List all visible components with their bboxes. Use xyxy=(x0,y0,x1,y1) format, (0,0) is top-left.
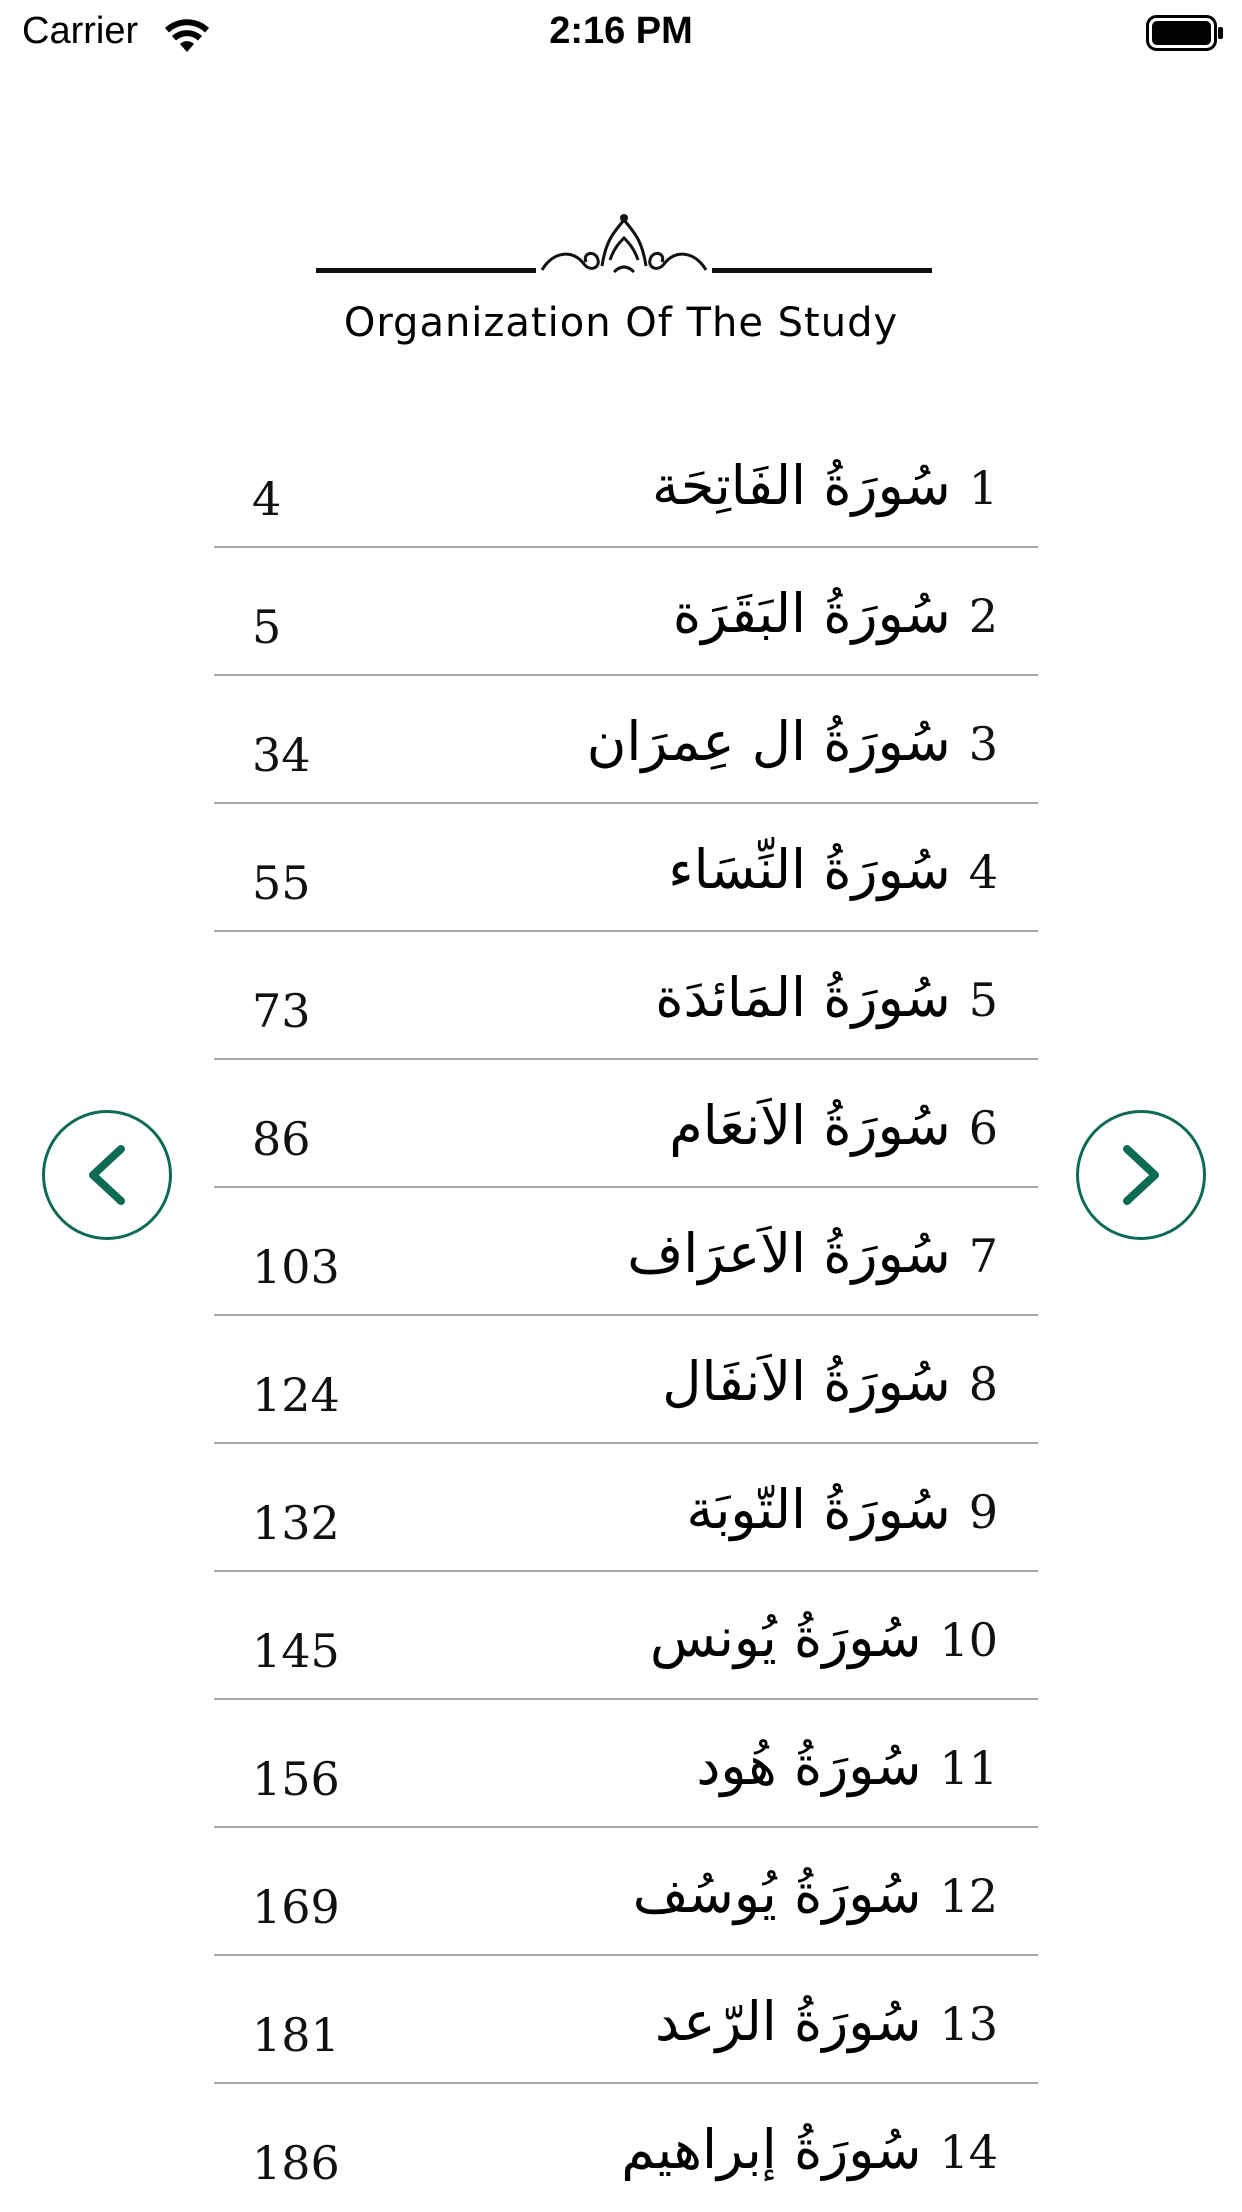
surah-label xyxy=(673,582,998,645)
surah-page-number: 4 xyxy=(252,472,282,526)
surah-index: 13 xyxy=(939,1997,998,2051)
surah-page-number: 5 xyxy=(252,600,282,654)
carrier-label: Carrier xyxy=(22,10,139,52)
surah-label xyxy=(652,454,998,517)
surah-row[interactable] xyxy=(214,1188,1038,1316)
surah-page-number: 103 xyxy=(252,1240,340,1294)
surah-name: سُورَةُ الاَنفَال xyxy=(662,1350,951,1413)
surah-page-number: 169 xyxy=(252,1880,340,1934)
surah-row[interactable] xyxy=(214,804,1038,932)
surah-page-number: 156 xyxy=(252,1752,340,1806)
surah-page-number: 145 xyxy=(252,1624,340,1678)
surah-row[interactable] xyxy=(214,1444,1038,1572)
surah-label xyxy=(627,1222,998,1285)
surah-name: سُورَةُ النِّسَاء xyxy=(668,838,951,901)
surah-label xyxy=(669,1094,998,1157)
surah-label xyxy=(662,1350,998,1413)
surah-row[interactable] xyxy=(214,932,1038,1060)
surah-label xyxy=(633,1862,998,1925)
surah-row[interactable] xyxy=(214,1956,1038,2084)
surah-page-number: 55 xyxy=(252,856,311,910)
surah-index: 9 xyxy=(968,1485,998,1539)
surah-row[interactable] xyxy=(214,1828,1038,1956)
surah-index: 5 xyxy=(968,973,998,1027)
status-bar xyxy=(0,0,1242,66)
surah-name: سُورَةُ الاَعرَاف xyxy=(627,1222,951,1285)
chevron-right-icon xyxy=(1115,1143,1167,1207)
chevron-left-icon xyxy=(81,1143,133,1207)
surah-name: سُورَةُ يُوسُف xyxy=(632,1862,922,1925)
surah-name: سُورَةُ ال عِمرَان xyxy=(586,710,951,773)
surah-page-number: 124 xyxy=(252,1368,340,1422)
surah-row[interactable] xyxy=(214,1700,1038,1828)
surah-name: سُورَةُ المَائدَة xyxy=(655,966,951,1029)
previous-page-button[interactable] xyxy=(42,1110,172,1240)
surah-page-number: 73 xyxy=(252,984,311,1038)
ornament-divider-icon xyxy=(314,210,934,280)
surah-index: 2 xyxy=(968,589,998,643)
surah-name: سُورَةُ التّوبَة xyxy=(686,1478,951,1541)
surah-row[interactable] xyxy=(214,548,1038,676)
surah-page-number: 181 xyxy=(252,2008,340,2062)
surah-index: 14 xyxy=(939,2125,998,2179)
surah-index: 3 xyxy=(968,717,998,771)
battery-full-icon xyxy=(1146,15,1224,51)
surah-index: 10 xyxy=(939,1613,998,1667)
surah-label xyxy=(668,838,998,901)
surah-index: 12 xyxy=(939,1869,998,1923)
surah-row[interactable] xyxy=(214,1316,1038,1444)
surah-row[interactable] xyxy=(214,2084,1038,2212)
surah-label xyxy=(587,710,998,773)
surah-name: سُورَةُ الرّعد xyxy=(654,1990,922,2053)
surah-label xyxy=(655,966,998,1029)
surah-row[interactable] xyxy=(214,420,1038,548)
surah-index: 4 xyxy=(968,845,998,899)
surah-name: سُورَةُ إبراهيم xyxy=(621,2118,922,2181)
surah-name: سُورَةُ يُونس xyxy=(649,1606,922,1669)
surah-label xyxy=(686,1478,998,1541)
page-title: Organization Of The Study xyxy=(343,300,899,346)
surah-name: سُورَةُ الاَنعَام xyxy=(669,1094,951,1157)
surah-label xyxy=(650,1606,998,1669)
surah-page-number: 186 xyxy=(252,2136,340,2190)
status-time: 2:16 PM xyxy=(549,10,693,52)
surah-index: 7 xyxy=(968,1229,998,1283)
surah-row[interactable] xyxy=(214,676,1038,804)
surah-list xyxy=(214,420,1038,2212)
surah-name: سُورَةُ هُود xyxy=(696,1734,922,1797)
surah-index: 6 xyxy=(968,1101,998,1155)
surah-page-number: 34 xyxy=(252,728,311,782)
next-page-button[interactable] xyxy=(1076,1110,1206,1240)
surah-label xyxy=(621,2118,998,2181)
surah-page-number: 86 xyxy=(252,1112,311,1166)
surah-index: 8 xyxy=(968,1357,998,1411)
surah-index: 1 xyxy=(968,461,998,515)
surah-name: سُورَةُ البَقَرَة xyxy=(672,582,951,645)
surah-label xyxy=(655,1990,998,2053)
surah-row[interactable] xyxy=(214,1572,1038,1700)
surah-name: سُورَةُ الفَاتِحَة xyxy=(651,454,951,517)
surah-index: 11 xyxy=(939,1741,998,1795)
surah-row[interactable] xyxy=(214,1060,1038,1188)
surah-label xyxy=(696,1734,998,1797)
surah-page-number: 132 xyxy=(252,1496,340,1550)
